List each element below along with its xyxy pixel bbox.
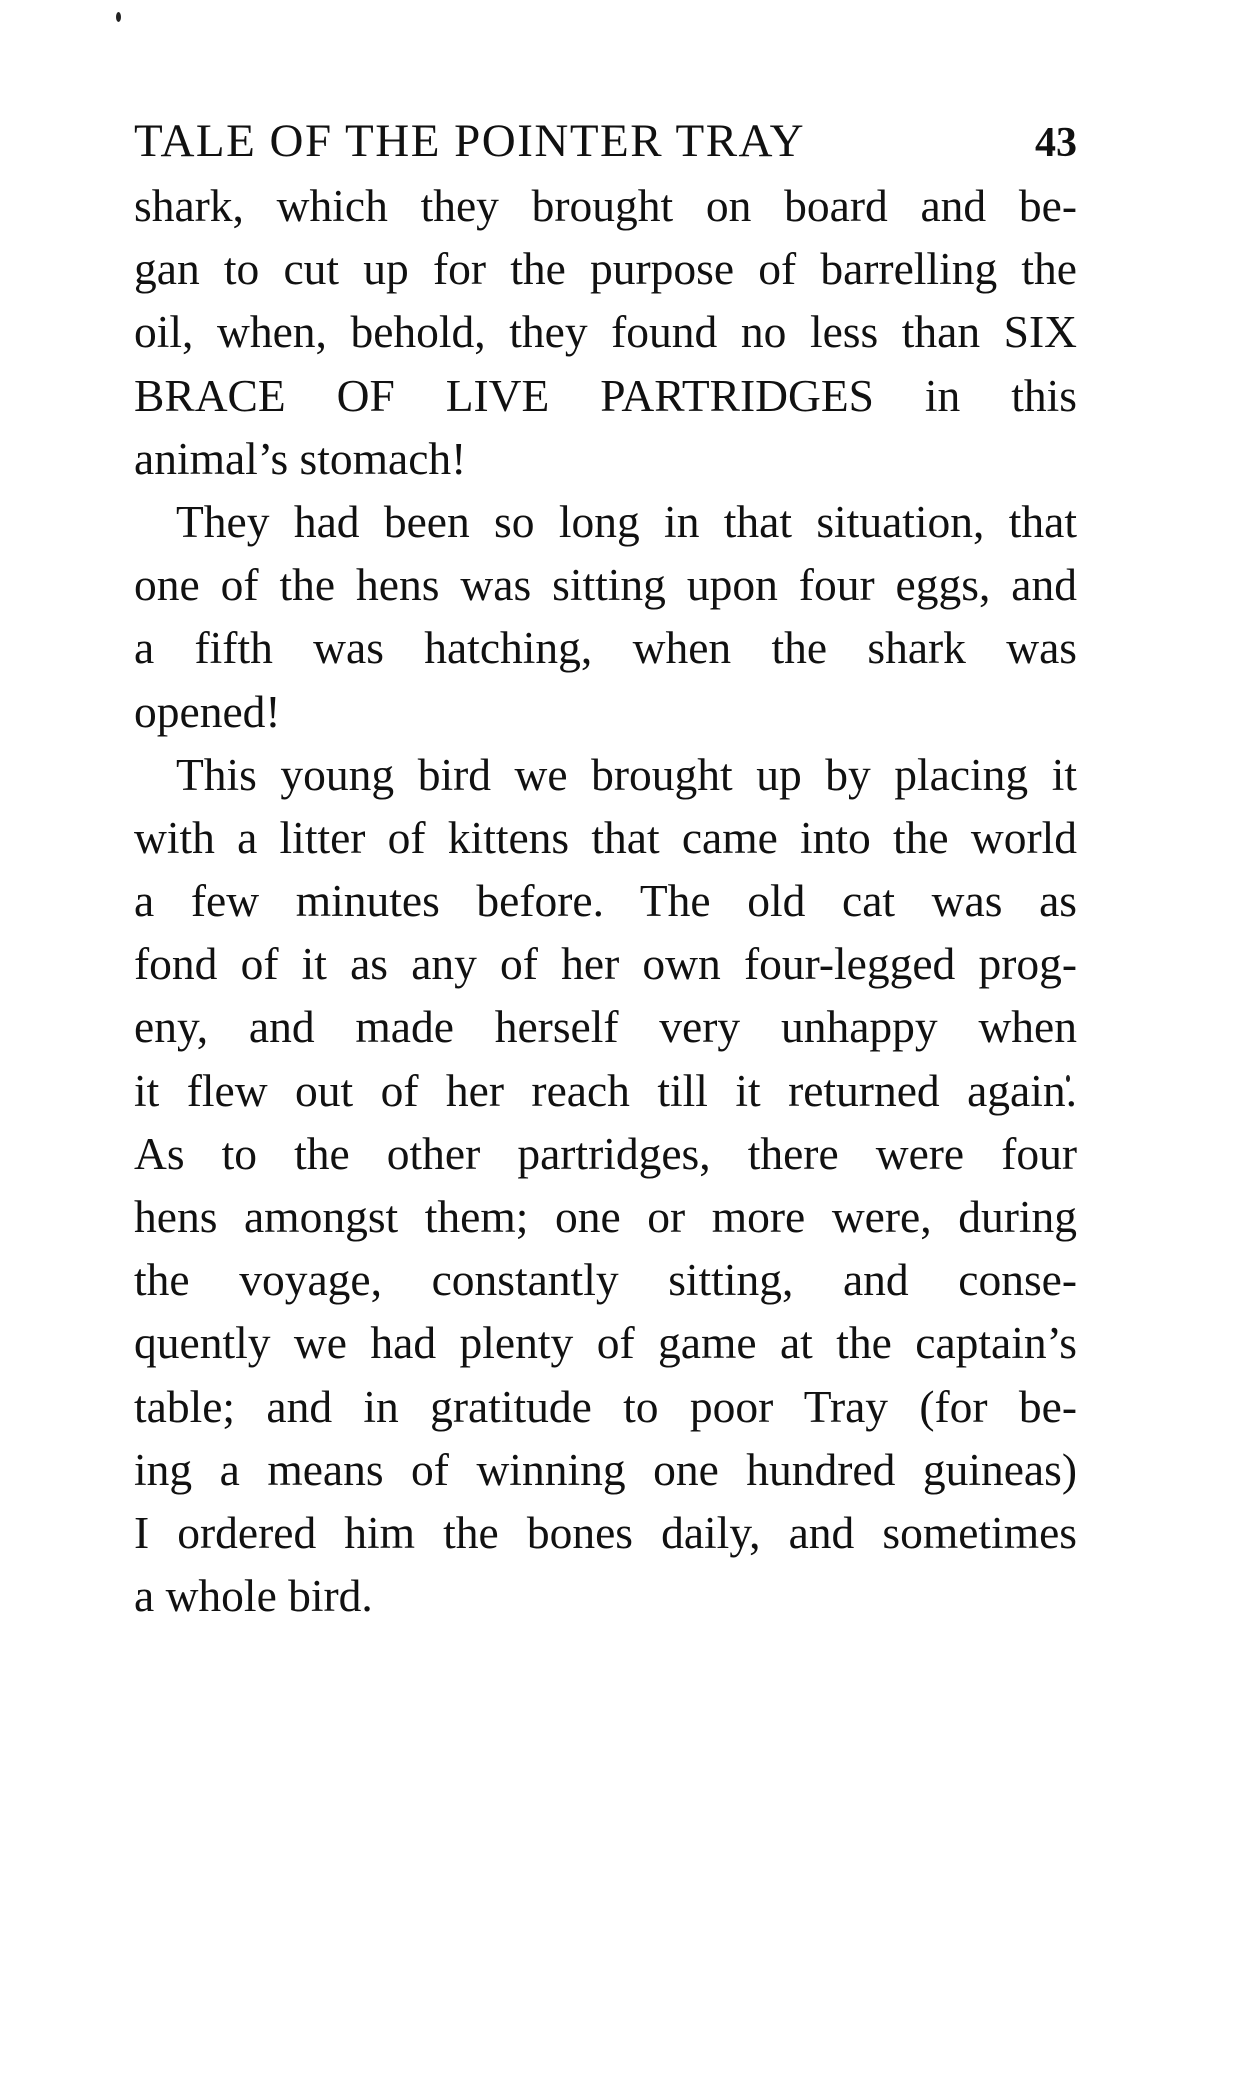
text-line: I ordered him the bones daily, and sometimes [134, 1506, 1077, 1558]
text-line: a few minutes before. The old cat was as [134, 875, 1077, 927]
text-line: ing a means of winning one hundred guineas) [134, 1443, 1077, 1495]
text-line: hens amongst them; one or more were, during [134, 1191, 1077, 1242]
text-line: eny, and made herself very unhappy when [134, 1001, 1077, 1053]
text-line: oil, when, behold, they found no less than SIX [134, 306, 1077, 358]
text-line: opened! [134, 685, 281, 737]
text-line: shark, which they brought on board and be- [134, 180, 1077, 231]
text-line: table; and in gratitude to poor Tray (for be- [134, 1380, 1077, 1432]
text-line: animal’s stomach! [134, 432, 467, 484]
text-line: it flew out of her reach till it returned again. [134, 1064, 1077, 1116]
text-line: They had been so long in that situation, that [176, 495, 1077, 547]
text-line: a whole bird. [134, 1570, 373, 1622]
text-line: quently we had plenty of game at the captain’s [134, 1317, 1077, 1369]
text-line: fond of it as any of her own four-legged prog- [134, 938, 1077, 990]
scan-speck [116, 12, 121, 22]
text-line: gan to cut up for the purpose of barrelling the [134, 243, 1077, 295]
text-line: This young bird we brought up by placing it [176, 748, 1077, 800]
text-line: with a litter of kittens that came into the world [134, 811, 1077, 863]
page-number: 43 [1035, 120, 1077, 166]
running-head [134, 110, 1077, 172]
running-head-title: TALE OF THE POINTER TRAY [134, 115, 806, 167]
body-text [134, 174, 1077, 1627]
text-line: a fifth was hatching, when the shark was [134, 622, 1077, 674]
text-line: As to the other partridges, there were four [134, 1127, 1077, 1179]
text-line: the voyage, constantly sitting, and conse- [134, 1254, 1077, 1306]
text-line: BRACE OF LIVE PARTRIDGES in this [134, 369, 1077, 421]
text-line: one of the hens was sitting upon four eggs, and [134, 559, 1077, 611]
book-page [134, 110, 1077, 1627]
